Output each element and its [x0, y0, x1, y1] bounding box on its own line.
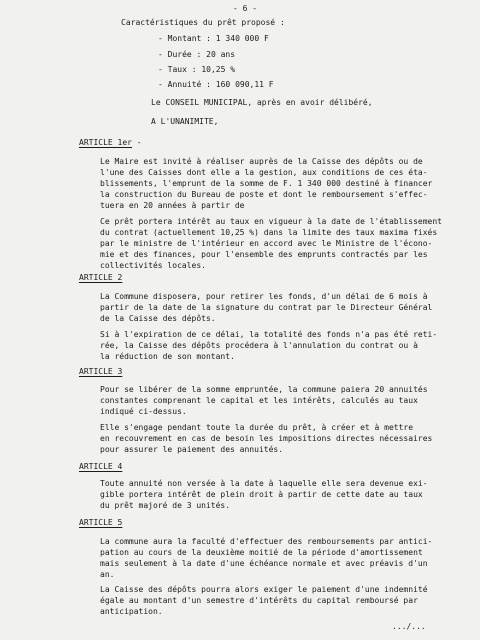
article-1-heading [79, 138, 142, 147]
article-5-heading: ARTICLE 5 [79, 518, 123, 527]
paragraph-line: en recouvrement en cas de besoin les impositions directes nécessaires [100, 434, 433, 443]
characteristics-title: Caractéristiques du prêt proposé : [121, 18, 285, 27]
paragraph-line: du prêt majoré de 3 unités. [100, 501, 231, 510]
characteristic-montant: - Montant : 1 340 000 F [158, 34, 269, 43]
paragraph-line: la construction du Bureau de poste et dont le remboursement s'effec- [100, 190, 428, 199]
characteristic-duree: - Durée : 20 ans [158, 50, 236, 59]
article-1-heading-text: ARTICLE 1er [79, 138, 132, 147]
paragraph-line: mais seulement à la date d'une échéance normale et avec préavis d'un [100, 559, 428, 568]
article-3-heading: ARTICLE 3 [79, 367, 123, 376]
paragraph-line: collectivités locales. [100, 261, 206, 270]
continuation-marker: .../... [392, 622, 426, 631]
paragraph-line: La Commune disposera, pour retirer les fonds, d'un délai de 6 mois à [100, 292, 428, 301]
paragraph-line: partir de la date de la signature du contrat par le Directeur Général [100, 303, 433, 312]
characteristic-taux: - Taux : 10,25 % [158, 65, 236, 74]
paragraph-line: par le ministre de l'intérieur en accord avec le Ministre de l'écono- [100, 239, 433, 248]
paragraph-line: du contrat (actuellement 10,25 %) dans la limite des taux maxima fixés [100, 228, 438, 237]
paragraph-line: la réduction de son montant. [100, 352, 235, 361]
article-2-heading: ARTICLE 2 [79, 273, 123, 282]
article-1-heading-suffix: - [131, 138, 142, 147]
paragraph-line: indiqué ci-dessus. [100, 407, 187, 416]
paragraph-line: Ce prêt portera intérêt au taux en vigueur à la date de l'établissement [100, 217, 442, 226]
characteristic-annuite: - Annuité : 160 090,11 F [158, 80, 274, 89]
paragraph-line: tuera en 20 années à partir de [100, 201, 245, 210]
paragraph-line: Pour se libérer de la somme empruntée, la commune paiera 20 annuités [100, 385, 428, 394]
paragraph-line: de la Caisse des dépôts. [100, 314, 216, 323]
paragraph-line: pation au cours de la deuxième moitié de la période d'amortissement [100, 548, 423, 557]
article-4-heading: ARTICLE 4 [79, 462, 123, 471]
paragraph-line: constantes comprenant le capital et les intérêts, calculés au taux [100, 396, 418, 405]
paragraph-line: égale au montant d'un semestre d'intérêts du capital remboursé par [100, 596, 418, 605]
paragraph-line: Elle s'engage pendant toute la durée du prêt, à créer et à mettre [100, 423, 414, 432]
paragraph-line: blissements, l'emprunt de la somme de F. 1 340 000 destiné à financer [100, 179, 433, 188]
paragraph-line: mie et des finances, pour l'ensemble des emprunts contractés par les [100, 250, 428, 259]
paragraph-line: La Caisse des dépôts pourra alors exiger le paiement d'une indemnité [100, 585, 428, 594]
page-number: - 6 - [233, 4, 258, 13]
unanimity-line: A L'UNANIMITE, [151, 117, 219, 126]
paragraph-line: l'une des Caisses dont elle a la gestion, aux conditions de ces éta- [100, 168, 428, 177]
paragraph-line: La commune aura la faculté d'effectuer des remboursements par antici- [100, 537, 433, 546]
paragraph-line: Toute annuité non versée à la date à laquelle elle sera devenue exi- [100, 479, 428, 488]
paragraph-line: Le Maire est invité à réaliser auprès de la Caisse des dépôts ou de [100, 157, 423, 166]
paragraph-line: pour assurer le paiement des annuités. [100, 445, 284, 454]
paragraph-line: gible portera intérêt de plein droit à partir de cette date au taux [100, 490, 423, 499]
paragraph-line: an. [100, 570, 115, 579]
paragraph-line: Si à l'expiration de ce délai, la totalité des fonds n'a pas été reti- [100, 330, 438, 339]
paragraph-line: anticipation. [100, 607, 163, 616]
council-line: Le CONSEIL MUNICIPAL, après en avoir délibéré, [151, 98, 373, 107]
paragraph-line: rée, la Caisse des dépôts procédera à l'annulation du contrat ou à [100, 341, 418, 350]
